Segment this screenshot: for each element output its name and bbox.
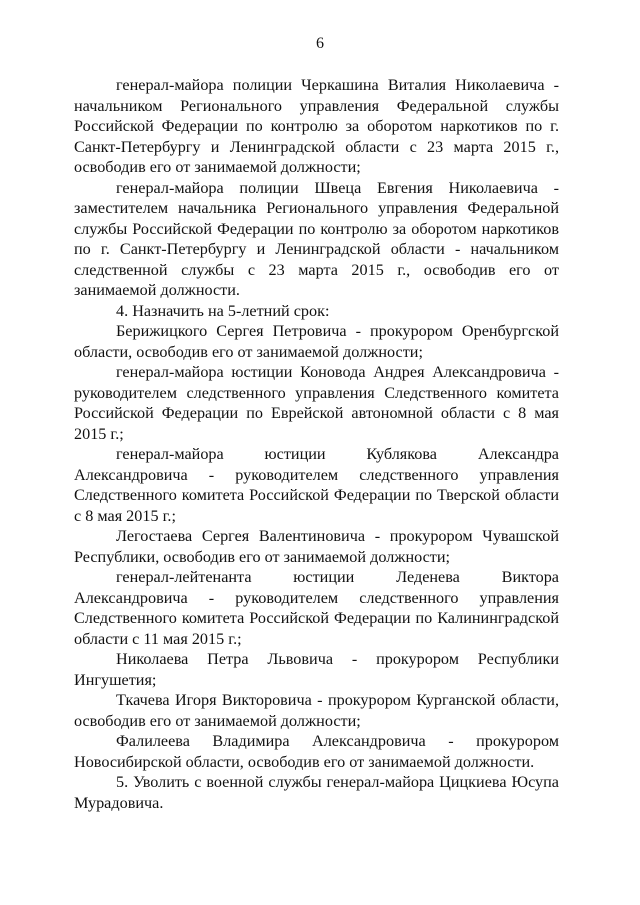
- paragraph-tkachev: Ткачева Игоря Викторовича - прокурором Курганской области, освободив его от занимаемой должности;: [74, 691, 559, 730]
- paragraph-shvets: генерал-майора полиции Швеца Евгения Николаевича - заместителем начальника Регионального управления Федеральной службы Российской Федерации по контролю за оборотом наркотиков по г. Санкт-Петербургу и Ленинградской области - начальником следственной службы с 23 марта 2015 г., освободив его от занимаемой должности.: [74, 178, 559, 299]
- document-body: [74, 75, 559, 813]
- paragraph-falileev: Фалилеева Владимира Александровича - прокурором Новосибирской области, освободив его от занимаемой должности.: [74, 732, 559, 771]
- paragraph-kublyakov: генерал-майора юстиции Кублякова Александра Александровича - руководителем следственного управления Следственного комитета Российской Федерации по Тверской области с 8 мая 2015 г.;: [74, 445, 559, 525]
- paragraph-konovod: генерал-майора юстиции Коновода Андрея Александровича - руководителем следственного управления Следственного комитета Российской Федерации по Еврейской автономной области с 8 мая 2015 г.;: [74, 363, 559, 443]
- paragraph-nikolaev: Николаева Петра Львовича - прокурором Республики Ингушетия;: [74, 650, 559, 689]
- paragraph-ledenev: генерал-лейтенанта юстиции Леденева Виктора Александровича - руководителем следственного управления Следственного комитета Российской Федерации по Калининградской области с 11 мая 2015 г.;: [74, 568, 559, 648]
- section-4-heading: 4. Назначить на 5-летний срок:: [116, 301, 330, 320]
- paragraph-cherkashin: генерал-майора полиции Черкашина Виталия Николаевича - начальником Регионального управления Федеральной службы Российской Федерации по контролю за оборотом наркотиков по г. Санкт-Петербургу и Ленинградской области с 23 марта 2015 г., освободив его от занимаемой должности;: [74, 76, 559, 176]
- section-5-paragraph: 5. Уволить с военной службы генерал-майора Цицкиева Юсупа Мурадовича.: [74, 773, 559, 812]
- paragraph-berizhitsky: Берижицкого Сергея Петровича - прокурором Оренбургской области, освободив его от занимаемой должности;: [74, 322, 559, 361]
- page-number: 6: [316, 35, 324, 52]
- paragraph-legostaev: Легостаева Сергея Валентиновича - прокурором Чувашской Республики, освободив его от занимаемой должности;: [74, 527, 559, 566]
